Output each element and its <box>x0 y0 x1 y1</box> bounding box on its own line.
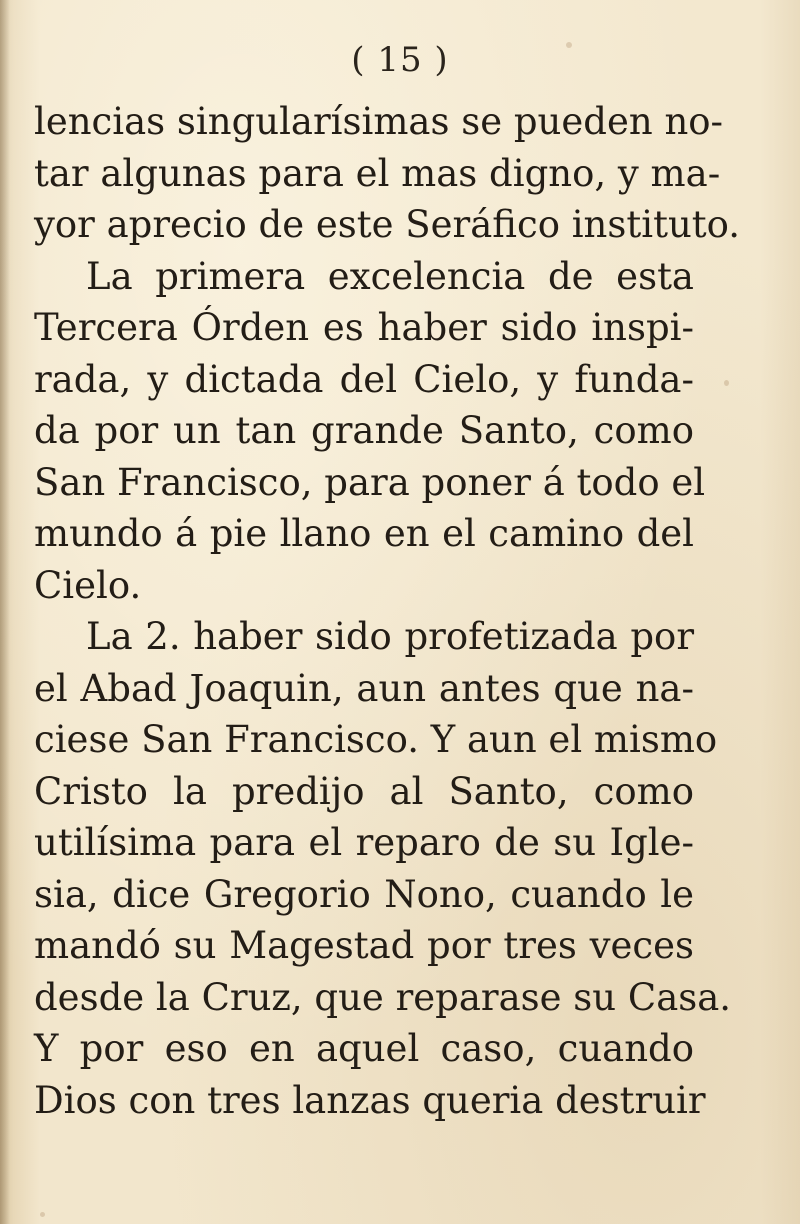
text-line: desde la Cruz, que reparase su Casa. <box>34 975 732 1019</box>
text-line: Dios con tres lanzas queria destruir <box>34 1078 706 1122</box>
text-line: ciese San Francisco. Y aun el mismo <box>34 718 718 761</box>
foxing-spot <box>40 1212 45 1217</box>
text-line: mandó su Magestad por tres veces <box>34 924 694 967</box>
text-line: utilísima para el reparo de su Igle- <box>34 821 694 864</box>
text-line: San Francisco, para poner á todo el <box>34 460 706 504</box>
text-line: sia, dice Gregorio Nono, cuando le <box>34 872 694 916</box>
text-line: yor aprecio de este Seráfico instituto. <box>34 203 741 246</box>
text-line: el Abad Joaquin, aun antes que na- <box>34 666 694 710</box>
text-line: Cristo la predijo al Santo, como <box>34 769 694 813</box>
text-line: La 2. haber sido profetizada por <box>86 615 694 658</box>
foxing-spot <box>724 380 729 386</box>
body-text <box>34 96 741 1126</box>
text-line: Tercera Órden es haber sido inspi- <box>34 306 694 349</box>
text-line: La primera excelencia de esta <box>86 254 694 298</box>
text-line: Cielo. <box>34 563 142 607</box>
text-line: tar algunas para el mas digno, y ma- <box>34 151 721 195</box>
text-line: Y por eso en aquel caso, cuando <box>34 1027 694 1070</box>
text-line: da por un tan grande Santo, como <box>34 409 694 452</box>
text-line: mundo á pie llano en el camino del <box>34 512 694 555</box>
text-line: rada, y dictada del Cielo, y funda- <box>34 357 694 401</box>
page-gutter-shadow <box>0 0 10 1224</box>
page-number: ( 15 ) <box>351 40 449 80</box>
text-line: lencias singularísimas se pueden no- <box>34 100 724 143</box>
